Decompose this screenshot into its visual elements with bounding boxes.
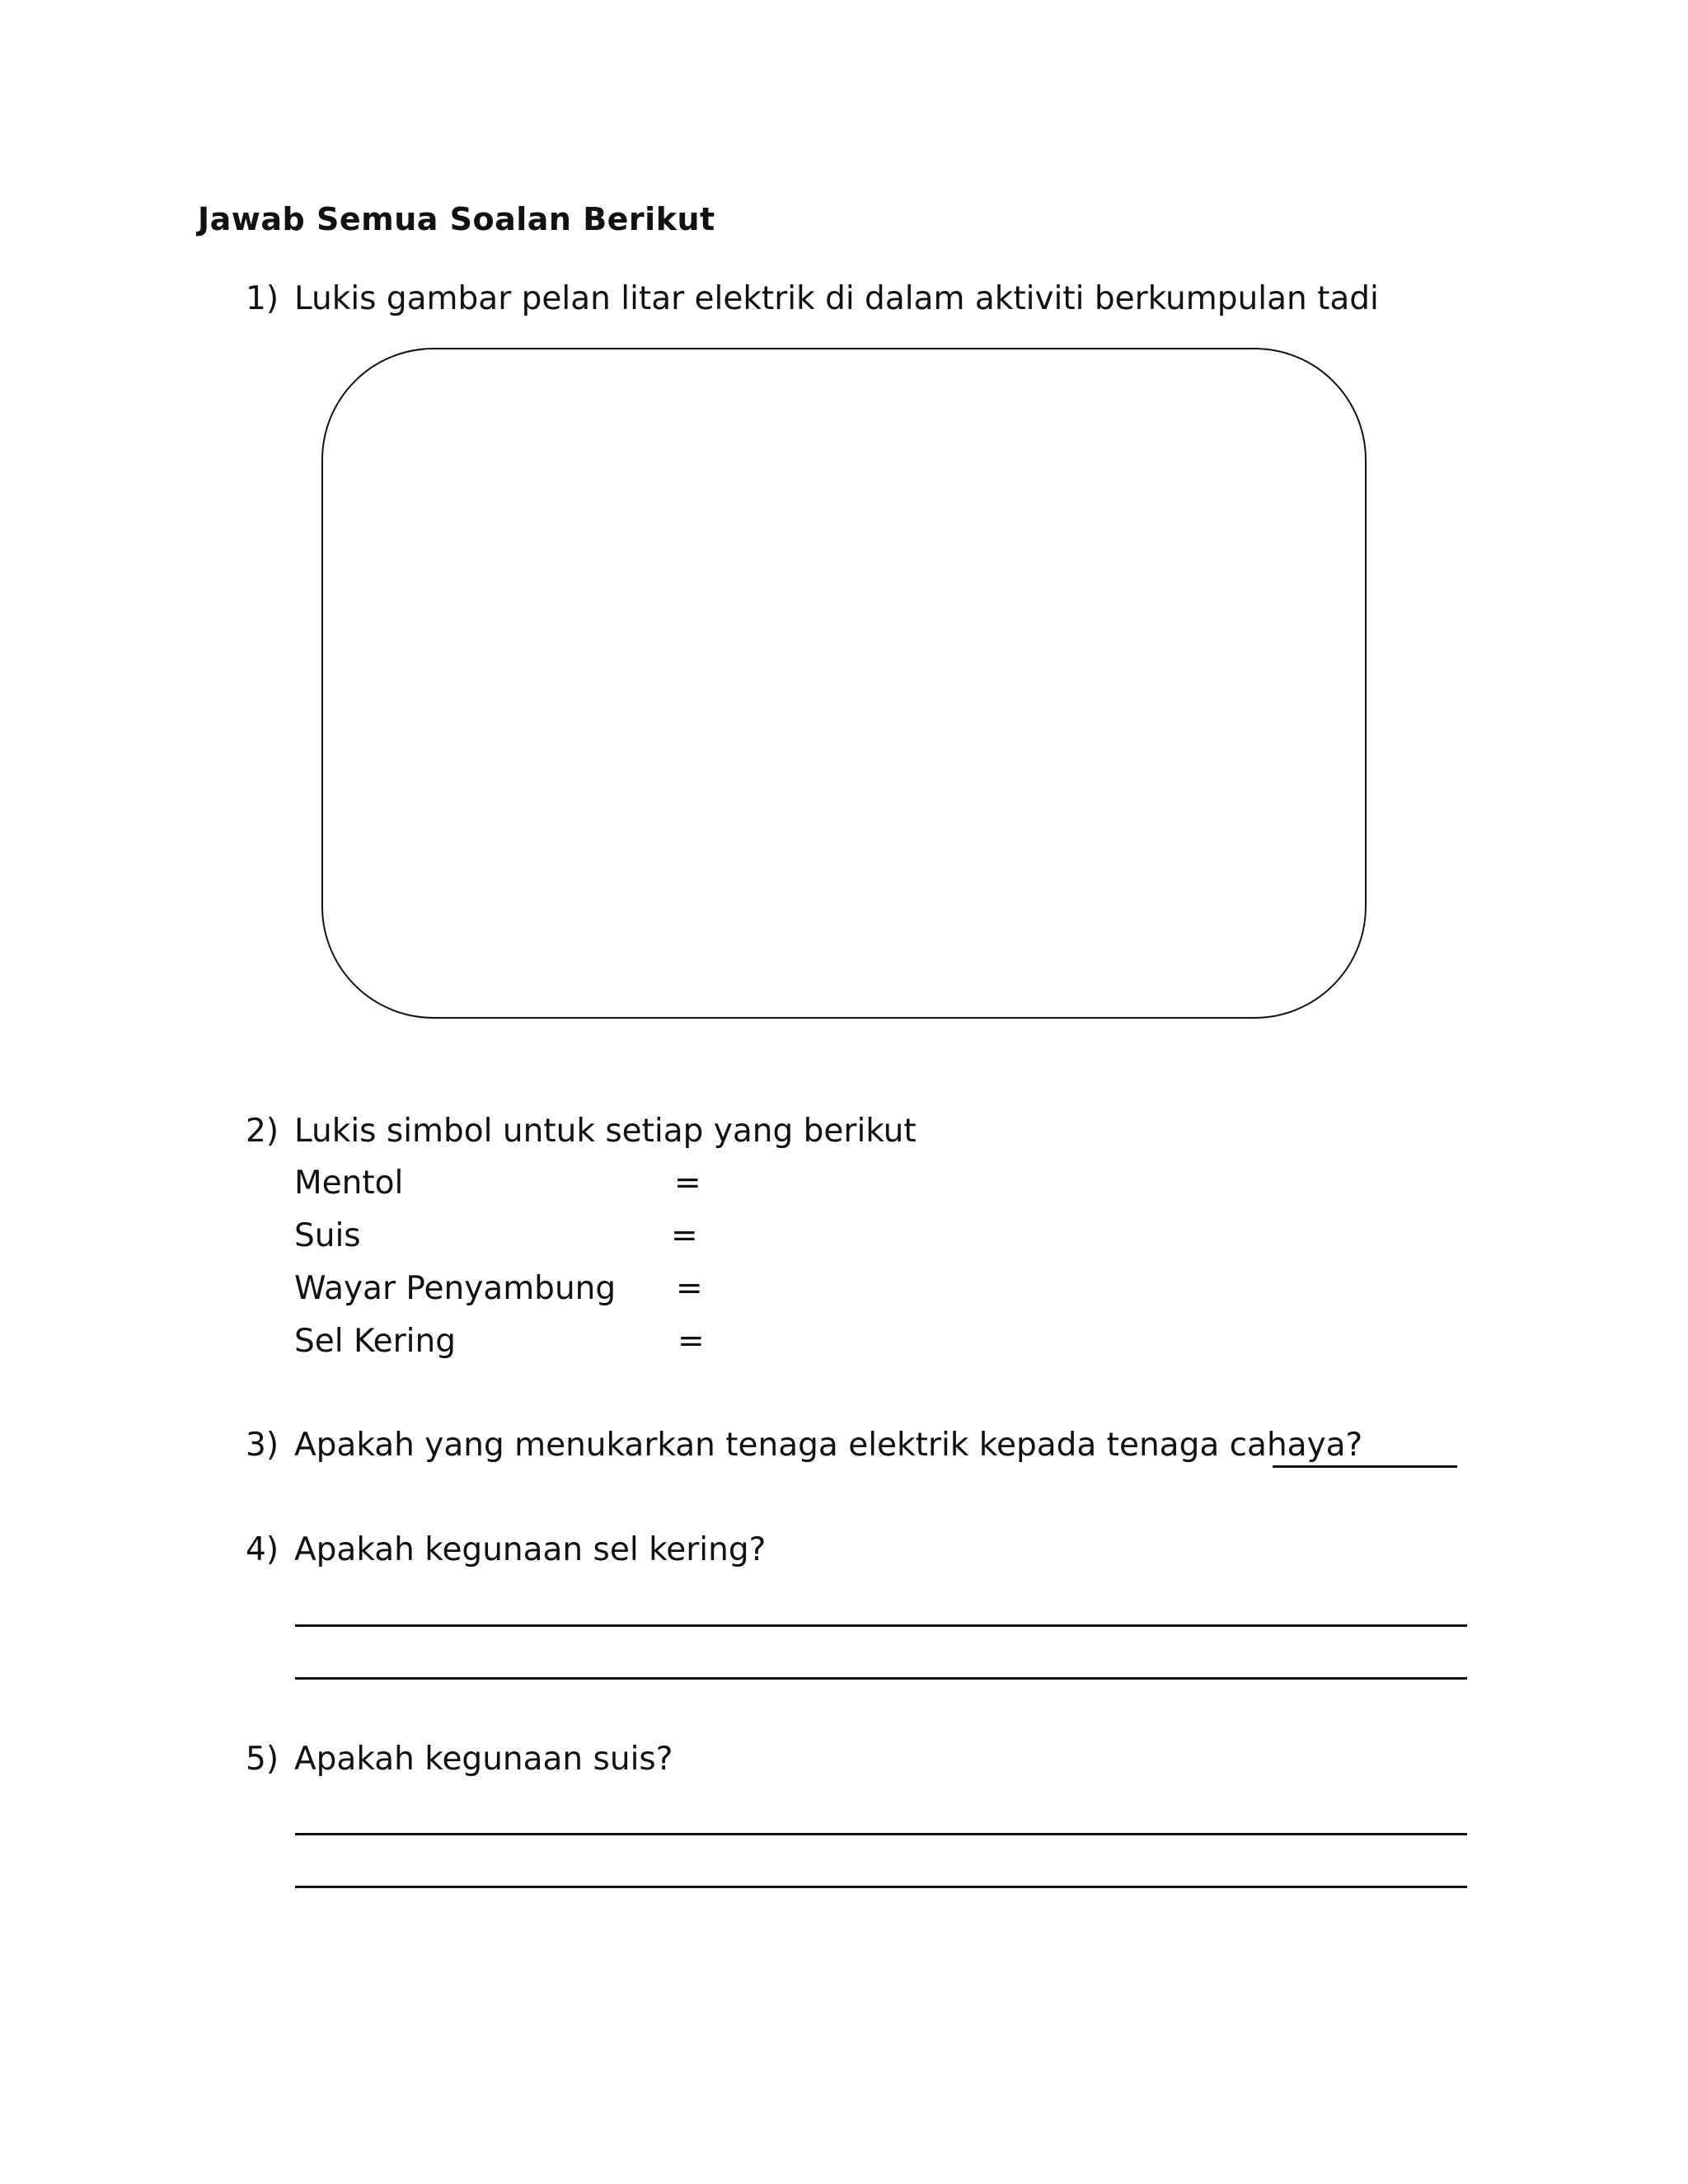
q1-drawing-area[interactable]: [321, 348, 1367, 1019]
q5-text: Apakah kegunaan suis?: [294, 1741, 673, 1778]
q1-text: Lukis gambar pelan litar elektrik di dalam aktiviti berkumpulan tadi: [294, 280, 1379, 317]
q2-item-label-mentol: Mentol: [294, 1165, 404, 1202]
q4-answer-line-1[interactable]: [295, 1624, 1467, 1627]
q3-answer-line[interactable]: [1273, 1465, 1457, 1468]
q2-item-equals-suis: =: [671, 1217, 698, 1254]
q2-item-equals-mentol: =: [674, 1165, 701, 1202]
q4-text: Apakah kegunaan sel kering?: [294, 1531, 767, 1568]
q5-answer-line-2[interactable]: [295, 1886, 1467, 1888]
worksheet-title: Jawab Semua Soalan Berikut: [198, 201, 715, 237]
q3-number: 3): [246, 1427, 279, 1464]
q5-number: 5): [246, 1741, 279, 1778]
q2-text: Lukis simbol untuk setiap yang berikut: [294, 1113, 917, 1150]
q4-number: 4): [246, 1531, 279, 1568]
q1-number: 1): [246, 280, 279, 317]
q2-item-equals-wayar-penyambung: =: [676, 1270, 703, 1307]
q4-answer-line-2[interactable]: [295, 1677, 1467, 1680]
q2-item-label-sel-kering: Sel Kering: [294, 1323, 456, 1360]
q2-number: 2): [246, 1113, 279, 1150]
q2-item-label-wayar-penyambung: Wayar Penyambung: [294, 1270, 617, 1307]
q2-item-equals-sel-kering: =: [678, 1323, 705, 1360]
q3-text: Apakah yang menukarkan tenaga elektrik kepada tenaga cahaya?: [294, 1427, 1363, 1464]
q2-item-label-suis: Suis: [294, 1217, 361, 1254]
q5-answer-line-1[interactable]: [295, 1833, 1467, 1835]
